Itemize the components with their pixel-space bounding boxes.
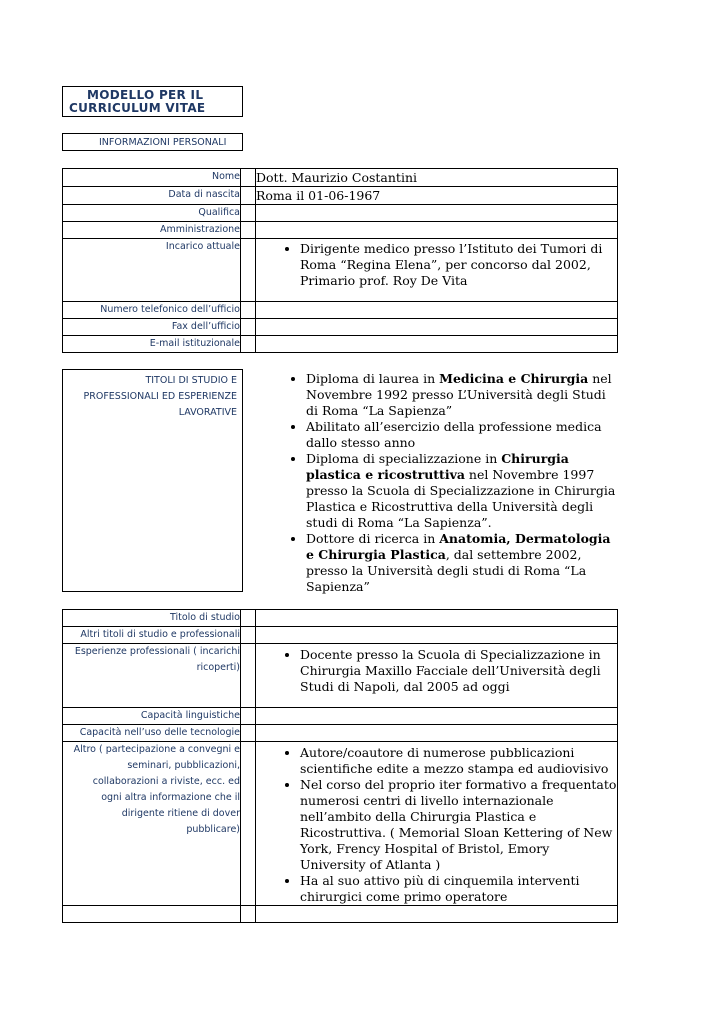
linguistiche-label: Capacità linguistiche — [63, 708, 241, 725]
table-row — [63, 222, 618, 239]
tecnologie-label: Capacità nell’uso delle tecnologie — [63, 725, 241, 742]
personal-info-table — [62, 168, 618, 353]
titoli-label-line3: LAVORATIVE — [178, 407, 237, 418]
table-row — [63, 725, 618, 742]
titoli-list — [262, 371, 618, 595]
amministrazione-label: Amministrazione — [63, 222, 241, 239]
altro-label: Altro ( partecipazione a convegni e seminari, pubblicazioni, collaborazioni a riviste, ecc. ed ogni altra informazione che il dirigente ritiene di dover pubblicare) — [63, 742, 241, 906]
altri-titoli-label: Altri titoli di studio e professionali — [63, 627, 241, 644]
titoli-label-box — [62, 369, 243, 592]
table-row — [63, 169, 618, 187]
other-info-table — [62, 609, 618, 923]
table-row — [63, 708, 618, 725]
titolo-value — [256, 610, 618, 627]
table-row — [63, 205, 618, 222]
titoli-label-line1: TITOLI DI STUDIO E — [145, 375, 237, 386]
list-item: • Autore/coautore di numerose pubblicazioni scientifiche edite a mezzo stampa ed audiovisivo — [300, 745, 617, 777]
tecnologie-value — [256, 725, 618, 742]
titoli-label-line2: PROFESSIONALI ED ESPERIENZE — [83, 391, 237, 402]
linguistiche-value — [256, 708, 618, 725]
list-item: • Dirigente medico presso l’Istituto dei Tumori di Roma “Regina Elena”, per concorso dal 2002, Primario prof. Roy De Vita — [300, 241, 617, 289]
telefono-label: Numero telefonico dell’ufficio — [63, 302, 241, 319]
email-label: E-mail istituzionale — [63, 336, 241, 353]
table-row — [63, 319, 618, 336]
list-item: • Diploma di laurea in Medicina e Chirurgia nel Novembre 1992 presso L’Università degli Studi di Roma “La Sapienza” — [306, 371, 618, 419]
table-row — [63, 336, 618, 353]
list-item: • Abilitato all’esercizio della professione medica dallo stesso anno — [306, 419, 618, 451]
telefono-value — [256, 302, 618, 319]
nascita-label: Data di nascita — [63, 187, 241, 205]
cv-title-line1: MODELLO PER IL — [87, 88, 204, 102]
table-row — [63, 610, 618, 627]
email-value — [256, 336, 618, 353]
nome-value: Dott. Maurizio Costantini — [256, 169, 618, 187]
esperienze-label: Esperienze professionali ( incarichi ricoperti) — [63, 644, 241, 708]
section-personal-label: INFORMAZIONI PERSONALI — [99, 137, 227, 148]
altro-value — [256, 742, 618, 906]
altri-titoli-value — [256, 627, 618, 644]
cv-title-line2: CURRICULUM VITAE — [69, 101, 206, 115]
list-item: • Nel corso del proprio iter formativo a frequentato numerosi centri di livello internazionale nell’ambito della Chirurgia Plastica e Ricostruttiva. ( Memorial Sloan Kettering of New York, Frency Hospital of Bristol, Emory University of Atlanta ) — [300, 777, 617, 873]
list-item: • Ha al suo attivo più di cinquemila interventi chirurgici come primo operatore — [300, 873, 617, 905]
fax-label: Fax dell’ufficio — [63, 319, 241, 336]
section-personal-header — [62, 133, 243, 151]
nascita-value: Roma il 01-06-1967 — [256, 187, 618, 205]
nome-label: Nome — [63, 169, 241, 187]
amministrazione-value — [256, 222, 618, 239]
table-row — [63, 187, 618, 205]
list-item: • Diploma di specializzazione in Chirurgia plastica e ricostruttiva nel Novembre 1997 presso la Scuola di Specializzazione in Chirurgia Plastica e Ricostruttiva della Università degli studi di Roma “La Sapienza”. — [306, 451, 618, 531]
cv-title-box — [62, 86, 243, 117]
qualifica-label: Qualifica — [63, 205, 241, 222]
incarico-value — [256, 239, 618, 302]
fax-value — [256, 319, 618, 336]
qualifica-value — [256, 205, 618, 222]
table-row — [63, 742, 618, 906]
table-row — [63, 627, 618, 644]
list-item: • Dottore di ricerca in Anatomia, Dermatologia e Chirurgia Plastica, dal settembre 2002, presso la Università degli studi di Roma “La Sapienza” — [306, 531, 618, 595]
esperienze-value — [256, 644, 618, 708]
table-row — [63, 644, 618, 708]
incarico-label: Incarico attuale — [63, 239, 241, 302]
table-row — [63, 239, 618, 302]
table-row — [63, 302, 618, 319]
titolo-label: Titolo di studio — [63, 610, 241, 627]
table-row — [63, 906, 618, 923]
list-item: • Docente presso la Scuola di Specializzazione in Chirurgia Maxillo Facciale dell’Università degli Studi di Napoli, dal 2005 ad oggi — [300, 647, 617, 695]
